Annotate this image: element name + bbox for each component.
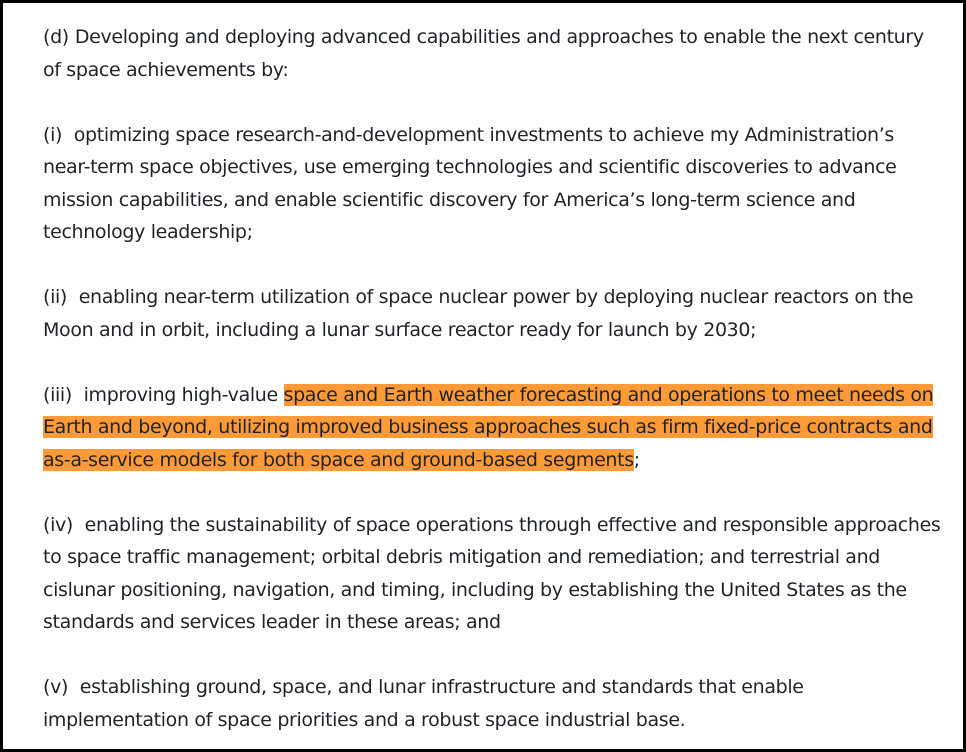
paragraph-ii bbox=[43, 281, 943, 346]
paragraph-iv bbox=[43, 509, 943, 639]
paragraph-v bbox=[43, 671, 943, 736]
paragraph-text: improving high-value bbox=[83, 383, 284, 406]
paragraph-marker: (iv) bbox=[43, 513, 73, 536]
paragraph-marker: (iii) bbox=[43, 383, 72, 406]
paragraph-marker: (d) bbox=[43, 26, 69, 48]
paragraph-d bbox=[43, 21, 943, 86]
paragraph-text: establishing ground, space, and lunar infrastructure and standards that enable implementation of space priorities and a robust space industrial base. bbox=[43, 676, 804, 731]
paragraph-text: Developing and deploying advanced capabilities and approaches to enable the next century of space achievements by: bbox=[43, 26, 924, 81]
paragraph-marker: (i) bbox=[43, 123, 63, 146]
paragraph-i bbox=[43, 119, 943, 249]
paragraph-text: enabling the sustainability of space operations through effective and responsible approaches to space traffic management; orbital debris mitigation and remediation; and terrestrial and cislunar positioning, navigation, and timing, including by establishing the United States as the standards and services leader in these areas; and bbox=[43, 513, 941, 633]
document-body bbox=[43, 21, 943, 736]
paragraph-marker: (ii) bbox=[43, 286, 67, 308]
paragraph-text-end: ; bbox=[633, 448, 640, 471]
paragraph-text: optimizing space research-and-development investments to achieve my Administration’s near-term space objectives, use emerging technologies and scientific discoveries to advance mission capabilities, and enable scientific discovery for America’s long-term science and technology leadership; bbox=[43, 123, 897, 243]
paragraph-iii bbox=[43, 379, 943, 477]
document-page bbox=[3, 3, 963, 749]
highlighted-text: space and Earth weather forecasting and operations to meet needs on Earth and beyond, utilizing improved business approaches such as firm fixed-price contracts and as-a-service models for both space and ground-based segments bbox=[43, 383, 934, 471]
paragraph-text: enabling near-term utilization of space nuclear power by deploying nuclear reactors on the Moon and in orbit, including a lunar surface reactor ready for launch by 2030; bbox=[43, 286, 914, 341]
paragraph-marker: (v) bbox=[43, 676, 69, 698]
